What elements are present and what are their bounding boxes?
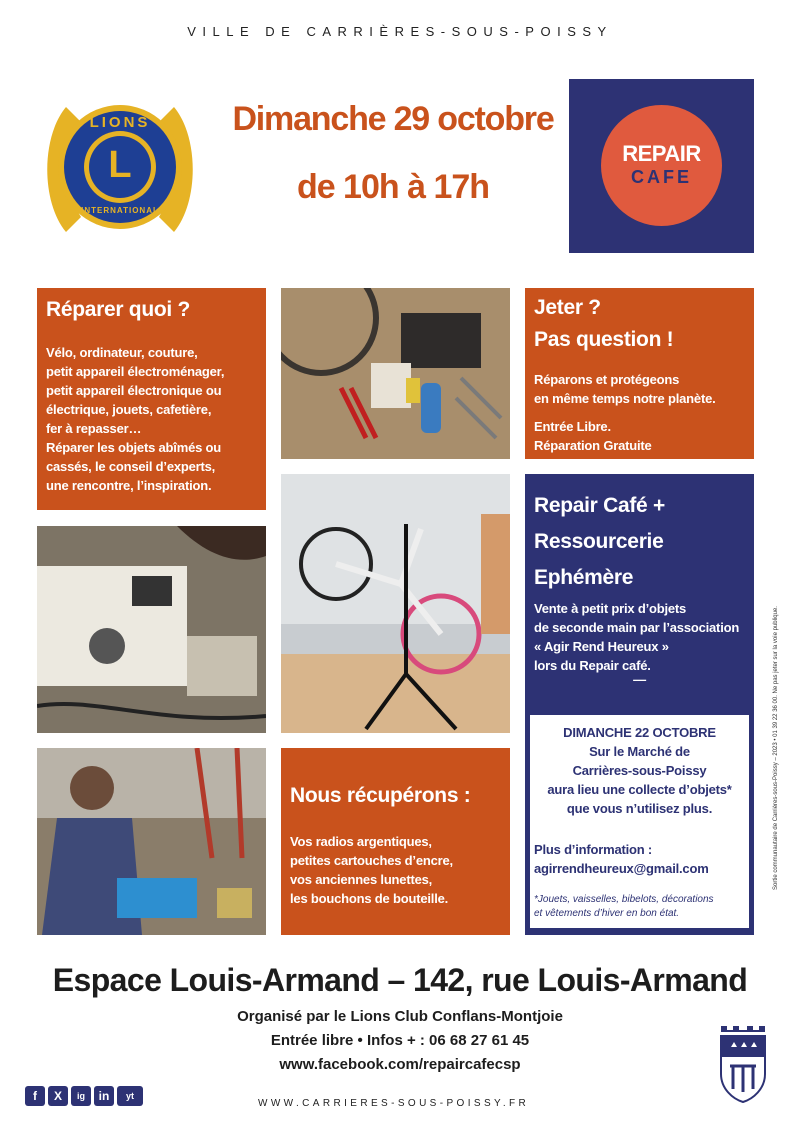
event-address: Espace Louis-Armand – 142, rue Louis-Armand — [52, 962, 748, 998]
photo-sewing — [37, 526, 266, 733]
photo-tools — [281, 288, 510, 459]
photo-electronics — [37, 748, 266, 935]
lions-logo-top: LIONS — [89, 114, 151, 131]
repair-cafe-logo-line1: REPAIR — [622, 141, 701, 166]
lions-logo-bottom: INTERNATIONAL — [81, 206, 159, 215]
city-crest-icon — [718, 1024, 768, 1104]
photo-bike — [281, 474, 510, 733]
box-ressourcerie-text: Vente à petit prix d’objets de seconde main par l’association « Agir Rend Heureux » lors du Repair café. — [534, 601, 740, 673]
repair-cafe-logo — [569, 79, 754, 253]
repair-cafe-logo-line2: CAFE — [631, 167, 692, 187]
lions-logo-letter: L — [108, 144, 132, 186]
website-link[interactable]: WWW.CARRIERES-SOUS-POISSY.FR — [258, 1098, 530, 1109]
event-hours: de 10h à 17h — [296, 168, 490, 206]
box-jeter-title-1: Jeter ? — [534, 296, 601, 319]
box-collecte-text: DIMANCHE 22 OCTOBRE Sur le Marché de Carrières-sous-Poissy aura lieu une collecte d’objets* que vous n’utilisez plus. — [547, 725, 732, 816]
instagram-icon[interactable]: ig — [71, 1086, 91, 1106]
box-recuperons-title: Nous récupérons : — [290, 784, 471, 807]
box-collecte-info-label: Plus d’information : — [534, 842, 653, 857]
box-ressourcerie — [525, 474, 754, 935]
organizer-line: Organisé par le Lions Club Conflans-Montjoie — [237, 1008, 563, 1025]
box-collecte — [530, 715, 749, 928]
box-jeter — [525, 288, 754, 459]
box-ressourcerie-title: Repair Café + Ressourcerie Ephémère — [534, 494, 665, 589]
box-recuperons-text: Vos radios argentiques, petites cartouches d’encre, vos anciennes lunettes, les bouchons de bouteille. — [290, 834, 453, 906]
info-line: Entrée libre • Infos + : 06 68 27 61 45 — [270, 1032, 530, 1049]
lions-logo — [36, 82, 204, 252]
box-ressourcerie-separator: — — [633, 672, 646, 687]
box-reparer-text: Vélo, ordinateur, couture, petit appareil électroménager, petit appareil électronique ou électrique, jouets, cafetière, fer à repasser… Réparer les objets abîmés ou cassés, le conseil d’experts, une rencontre, l’inspiration. — [46, 345, 225, 493]
box-jeter-text: Réparons et protégeons en même temps notre planète. Entrée Libre. Réparation Gratuite — [534, 372, 716, 453]
box-collecte-footnote: *Jouets, vaisselles, bibelots, décorations et vêtements d’hiver en bon état. — [534, 894, 714, 919]
facebook-link[interactable]: www.facebook.com/repaircafecsp — [279, 1056, 521, 1073]
x-icon[interactable]: X — [48, 1086, 68, 1106]
facebook-icon[interactable]: f — [25, 1086, 45, 1106]
city-header: VILLE DE CARRIÈRES-SOUS-POISSY — [187, 24, 613, 39]
box-recuperons — [281, 748, 510, 935]
box-reparer — [37, 288, 266, 510]
side-notice: Sortie communautaire de Carrières-sous-Poissy – 2023 • 01 39 22 36 00. Ne pas jeter sur la voie publique. — [773, 606, 779, 890]
linkedin-icon[interactable]: in — [94, 1086, 114, 1106]
box-reparer-title: Réparer quoi ? — [46, 298, 190, 321]
event-date: Dimanche 29 octobre — [232, 100, 554, 138]
youtube-icon[interactable]: yt — [117, 1086, 143, 1106]
box-collecte-email[interactable]: agirrendheureux@gmail.com — [534, 861, 709, 876]
box-jeter-title-2: Pas question ! — [534, 328, 674, 351]
